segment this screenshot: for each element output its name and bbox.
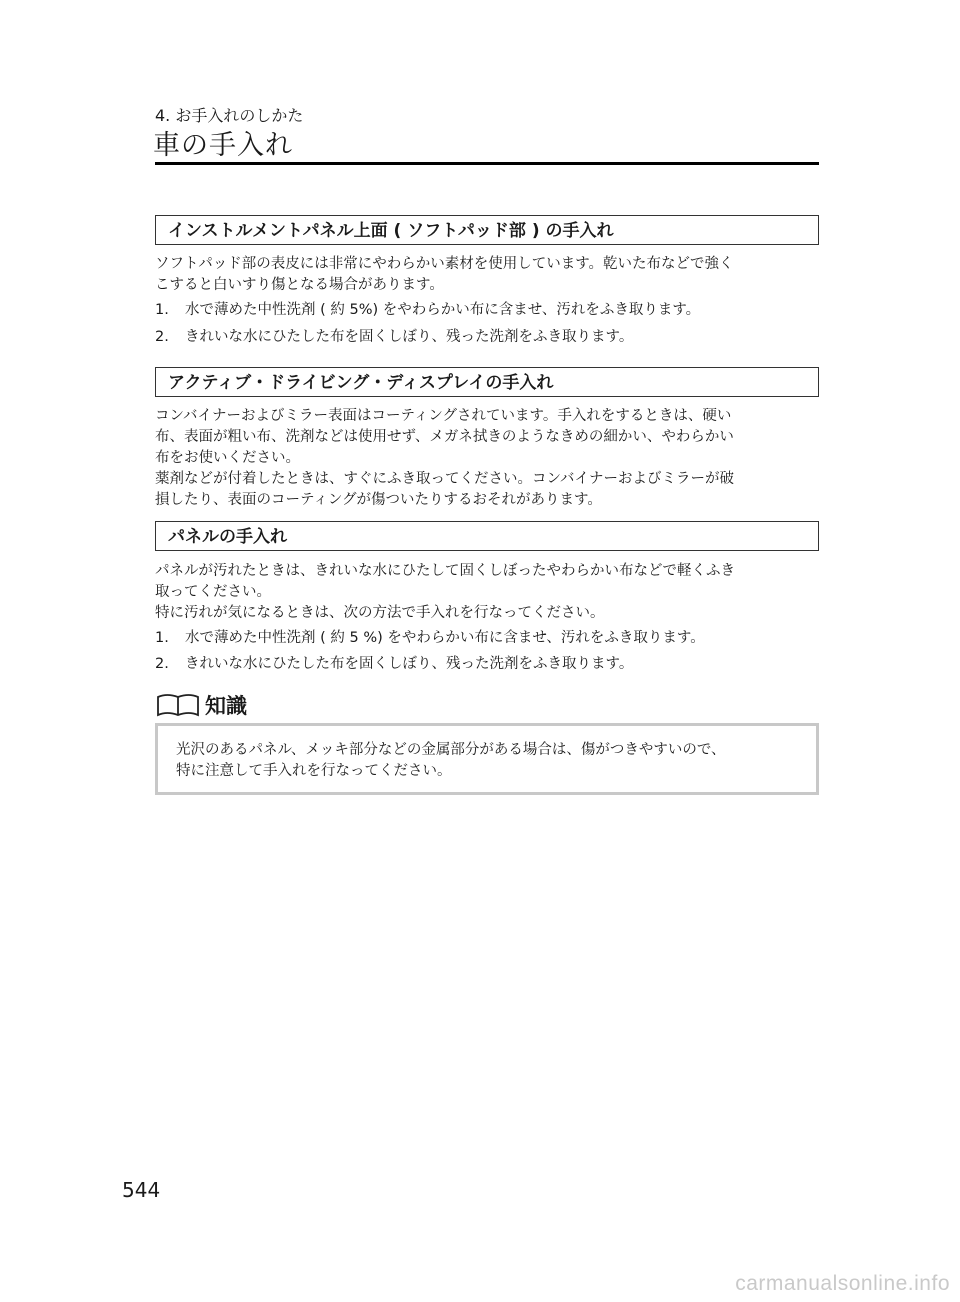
step-text: きれいな水にひたした布を固くしぼり、残った洗剤をふき取ります。 xyxy=(185,329,634,345)
section-text-line: こすると白いすり傷となる場合があります。 xyxy=(155,277,444,293)
section-text-line: 取ってください。 xyxy=(155,584,271,600)
section-text-line: 特に汚れが気になるときは、次の方法で手入れを行なってください。 xyxy=(155,605,605,621)
step-number: 2. xyxy=(155,656,169,672)
step-number: 1. xyxy=(155,302,169,318)
step-text: 水で薄めた中性洗剤 ( 約 5%) をやわらかい布に含ませ、汚れをふき取ります。 xyxy=(185,302,701,318)
section-heading-display: アクティブ・ドライビング・ディスプレイの手入れ xyxy=(155,367,819,397)
knowledge-label: 知識 xyxy=(205,694,247,718)
step-number: 1. xyxy=(155,630,169,646)
page-number: 544 xyxy=(122,1178,161,1202)
section-text-line: 布をお使いください。 xyxy=(155,450,300,466)
knowledge-note-box xyxy=(155,723,819,795)
step-item xyxy=(155,654,819,675)
section-text-line: コンバイナーおよびミラー表面はコーティングされています。手入れをするときは、硬い xyxy=(155,408,732,424)
step-text: きれいな水にひたした布を固くしぼり、残った洗剤をふき取ります。 xyxy=(185,656,634,672)
section-heading-soft-pad: インストルメントパネル上面 ( ソフトパッド部 ) の手入れ xyxy=(155,215,819,245)
note-line: 特に注意して手入れを行なってください。 xyxy=(176,763,452,779)
title-rule xyxy=(155,162,819,165)
section-text-line: 損したり、表面のコーティングが傷ついたりするおそれがあります。 xyxy=(155,492,602,508)
step-item xyxy=(155,300,819,321)
section-heading-panel: パネルの手入れ xyxy=(155,521,819,551)
note-line: 光沢のあるパネル、メッキ部分などの金属部分がある場合は、傷がつきやすいので、 xyxy=(176,742,726,758)
step-item xyxy=(155,327,819,348)
step-number: 2. xyxy=(155,329,169,345)
chapter-label: 4. お手入れのしかた xyxy=(155,106,304,125)
section-text-line: 薬剤などが付着したときは、すぐにふき取ってください。コンバイナーおよびミラーが破 xyxy=(155,471,734,487)
step-text: 水で薄めた中性洗剤 ( 約 5 %) をやわらかい布に含ませ、汚れをふき取ります。 xyxy=(185,630,705,646)
watermark: carmanualsonline.info xyxy=(735,1272,950,1295)
knowledge-heading xyxy=(155,690,247,720)
step-item xyxy=(155,628,819,649)
page-title: 車の手入れ xyxy=(153,130,293,161)
section-text-line: パネルが汚れたときは、きれいな水にひたして固くしぼったやわらかい布などで軽くふき xyxy=(155,563,735,579)
open-book-icon xyxy=(155,691,201,719)
section-text-line: 布、表面が粗い布、洗剤などは使用せず、メガネ拭きのようなきめの細かい、やわらかい xyxy=(155,429,734,445)
section-text-line: ソフトパッド部の表皮には非常にやわらかい素材を使用しています。乾いた布などで強く xyxy=(155,256,734,272)
